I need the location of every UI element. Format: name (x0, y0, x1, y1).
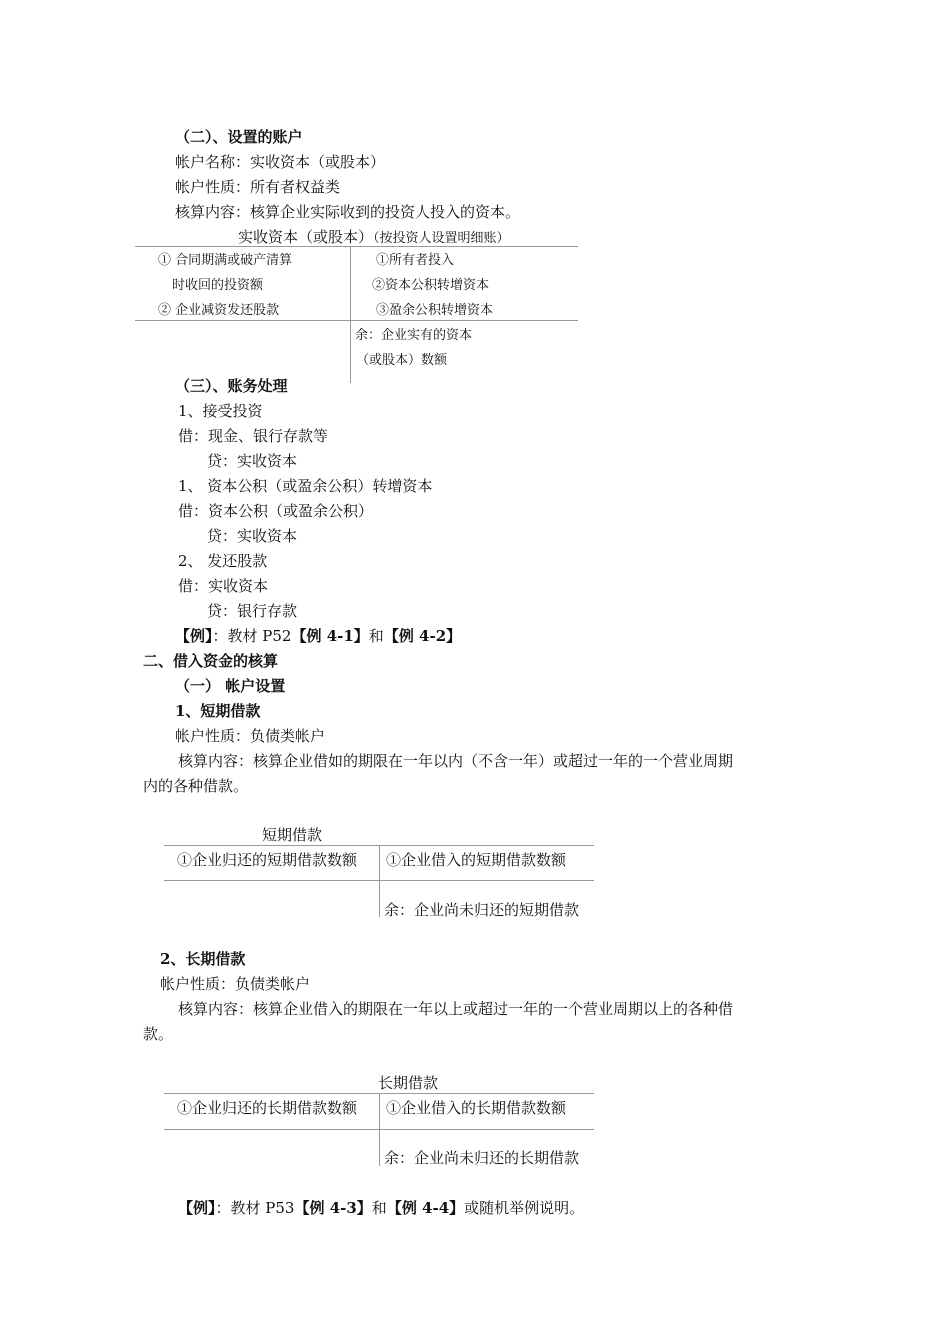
short-loan-nature: 帐户性质：负债类帐户 (175, 727, 326, 745)
entry-line: 贷：实收资本 (207, 452, 298, 470)
entry-line: 贷：实收资本 (207, 527, 298, 545)
entry-line: 借：现金、银行存款等 (178, 427, 329, 445)
long-loan-content-cont: 款。 (143, 1025, 174, 1043)
debit-entry: ② 企业减资发还股款 (158, 303, 280, 318)
balance-entry: 余：企业实有的资本 (355, 328, 473, 343)
account-nature-line: 帐户性质：所有者权益类 (175, 178, 341, 196)
subsection-heading-account-setup: （一） 帐户设置 (175, 677, 286, 695)
credit-entry: ①所有者投入 (376, 253, 455, 268)
t-account-divider (350, 246, 351, 383)
section-heading-entries: （三）、账务处理 (175, 377, 288, 395)
short-loan-content-cont: 内的各种借款。 (143, 777, 249, 795)
t-account-top-rule (135, 246, 578, 247)
t-account-divider (379, 845, 380, 917)
t-account-title-capital: 实收资本（或股本）（按投资人设置明细账） (238, 228, 510, 246)
example-reference: 【例】：教材 P53【例 4-3】和【例 4-4】或随机举例说明。 (178, 1199, 585, 1217)
entry-line: 1、 资本公积（或盈余公积）转增资本 (178, 477, 433, 495)
credit-entry: ②资本公积转增资本 (372, 278, 490, 293)
t-account-title-short-loan: 短期借款 (262, 826, 323, 844)
short-loan-content: 核算内容：核算企业借如的期限在一年以内（不含一年）或超过一年的一个营业周期 (178, 752, 734, 770)
section-heading-accounts: （二）、设置的账户 (175, 128, 303, 146)
debit-entry: ① 合同期满或破产清算 (158, 253, 293, 268)
t-account-total-rule (135, 320, 578, 321)
entry-line: 2、 发还股款 (178, 552, 268, 570)
long-loan-content: 核算内容：核算企业借入的期限在一年以上或超过一年的一个营业周期以上的各种借 (178, 1000, 734, 1018)
account-name-line: 帐户名称：实收资本（或股本） (175, 153, 386, 171)
t-account-total-rule (164, 1129, 594, 1130)
long-loan-heading: 2、长期借款 (160, 950, 246, 968)
balance-entry: 余：企业尚未归还的短期借款 (384, 901, 580, 919)
long-loan-nature: 帐户性质：负债类帐户 (160, 975, 311, 993)
balance-entry: （或股本）数额 (356, 353, 448, 368)
debit-entry: ①企业归还的短期借款数额 (177, 851, 358, 869)
balance-entry: 余：企业尚未归还的长期借款 (384, 1149, 580, 1167)
debit-entry: 时收回的投资额 (172, 278, 264, 293)
credit-entry: ③盈余公积转增资本 (376, 303, 494, 318)
short-loan-heading: 1、短期借款 (175, 702, 261, 720)
debit-entry: ①企业归还的长期借款数额 (177, 1099, 358, 1117)
part-heading-borrowed-funds: 二、借入资金的核算 (143, 652, 279, 670)
credit-entry: ①企业借入的短期借款数额 (386, 851, 567, 869)
credit-entry: ①企业借入的长期借款数额 (386, 1099, 567, 1117)
example-reference: 【例】：教材 P52【例 4-1】和【例 4-2】 (175, 627, 462, 645)
entry-line: 借：资本公积（或盈余公积） (178, 502, 374, 520)
entry-line: 借：实收资本 (178, 577, 269, 595)
entry-line: 1、接受投资 (178, 402, 263, 420)
account-content-line: 核算内容：核算企业实际收到的投资人投入的资本。 (175, 203, 521, 221)
t-account-title-long-loan: 长期借款 (378, 1074, 439, 1092)
entry-line: 贷：银行存款 (207, 602, 298, 620)
t-account-total-rule (164, 880, 594, 881)
